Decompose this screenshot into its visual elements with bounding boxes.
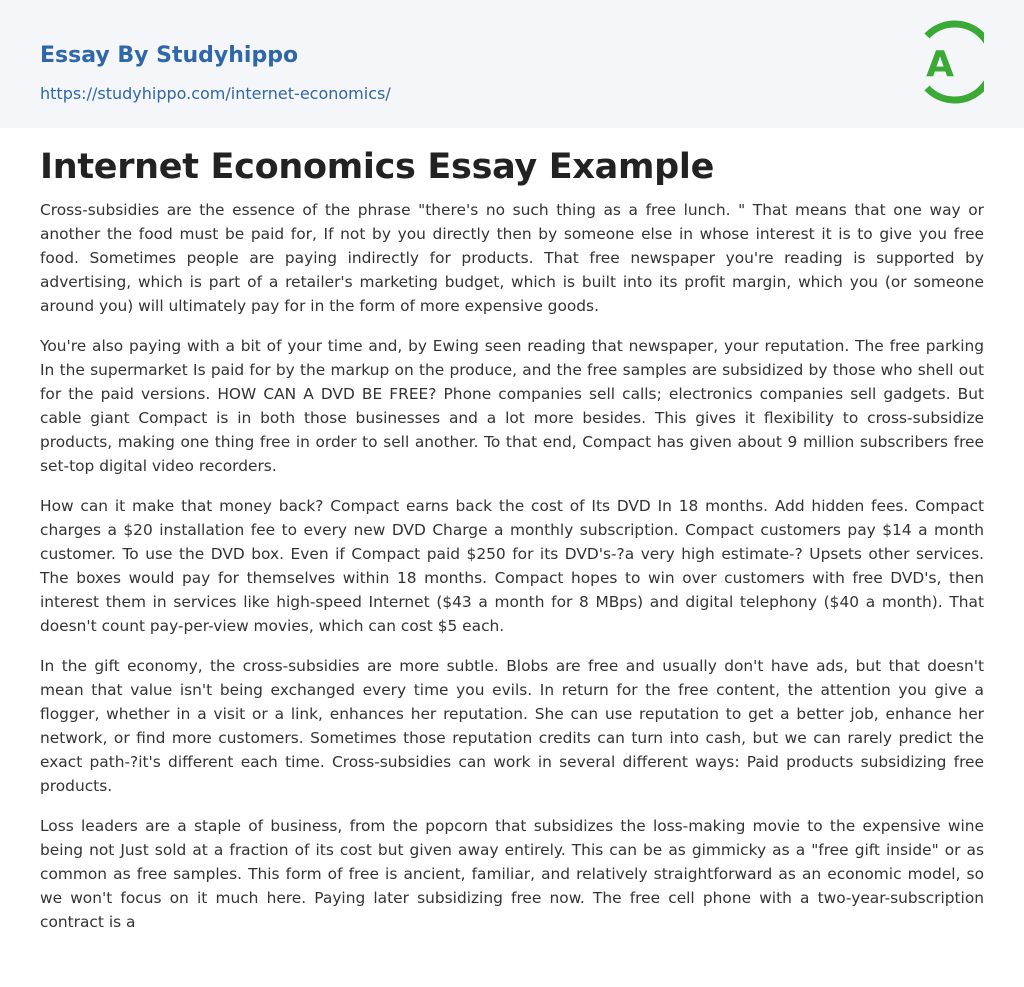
site-brand[interactable]: Essay By Studyhippo: [40, 43, 299, 68]
logo-letter: A: [926, 44, 954, 85]
essay-content: [0, 128, 1024, 934]
essay-paragraph: In the gift economy, the cross-subsidies are more subtle. Blobs are free and usually don't have ads, but that doesn't mean that value isn't being exchanged every time you evils. In return for the free content, the attention you give a flogger, whether in a visit or a link, enhances her reputation. She can use reputation to get a better job, enhance her network, or find more customers. Sometimes those reputation credits can turn into cash, but we can rarely predict the exact path-?it's different each time. Cross-subsidies can work in several different ways: Paid products subsidizing free products.: [40, 657, 984, 795]
essay-paragraph: How can it make that money back? Compact earns back the cost of Its DVD In 18 months. Add hidden fees. Compact charges a $20 installation fee to every new DVD Charge a monthly subscription. Compact customers pay $14 a month customer. To use the DVD box. Even if Compact paid $250 for its DVD's-?a very high estimate-? Upsets other services. The boxes would pay for themselves within 18 months. Compact hopes to win over customers with free DVD's, then interest them in services like high-speed Internet ($43 a month for 8 MBps) and digital telephony ($40 a month). That doesn't count pay-per-view movies, which can cost $5 each.: [40, 497, 984, 635]
page-url-link[interactable]: https://studyhippo.com/internet-economics/: [40, 84, 391, 103]
essay-paragraph: You're also paying with a bit of your time and, by Ewing seen reading that newspaper, your reputation. The free parking In the supermarket Is paid for by the markup on the produce, and the free samples are subsidized by those who shell out for the paid versions. HOW CAN A DVD BE FREE? Phone companies sell calls; electronics companies sell gadgets. But cable giant Compact is in both those businesses and a lot more besides. This gives it flexibility to cross-subsidize products, making one thing free in order to sell another. To that end, Compact has given about 9 million subscribers free set-top digital video recorders.: [40, 337, 984, 475]
studyhippo-logo-icon[interactable]: [912, 20, 984, 104]
essay-title: Internet Economics Essay Example: [40, 147, 715, 187]
essay-paragraph: Cross-subsidies are the essence of the phrase "there's no such thing as a free lunch. " That means that one way or another the food must be paid for, If not by you directly then by someone else in whose interest it is to give you free food. Sometimes people are paying indirectly for products. That free newspaper you're reading is supported by advertising, which is part of a retailer's marketing budget, which is built into its profit margin, which you (or someone around you) will ultimately pay for in the form of more expensive goods.: [40, 201, 984, 315]
site-header: [0, 0, 1024, 128]
essay-paragraph: Loss leaders are a staple of business, from the popcorn that subsidizes the loss-making movie to the expensive wine being not Just sold at a fraction of its cost but given away entirely. This can be as gimmicky as a "free gift inside" or as common as free samples. This form of free is ancient, familiar, and relatively straightforward as an economic model, so we won't focus on it much here. Paying later subsidizing free now. The free cell phone with a two-year-subscription contract is a: [40, 817, 984, 931]
